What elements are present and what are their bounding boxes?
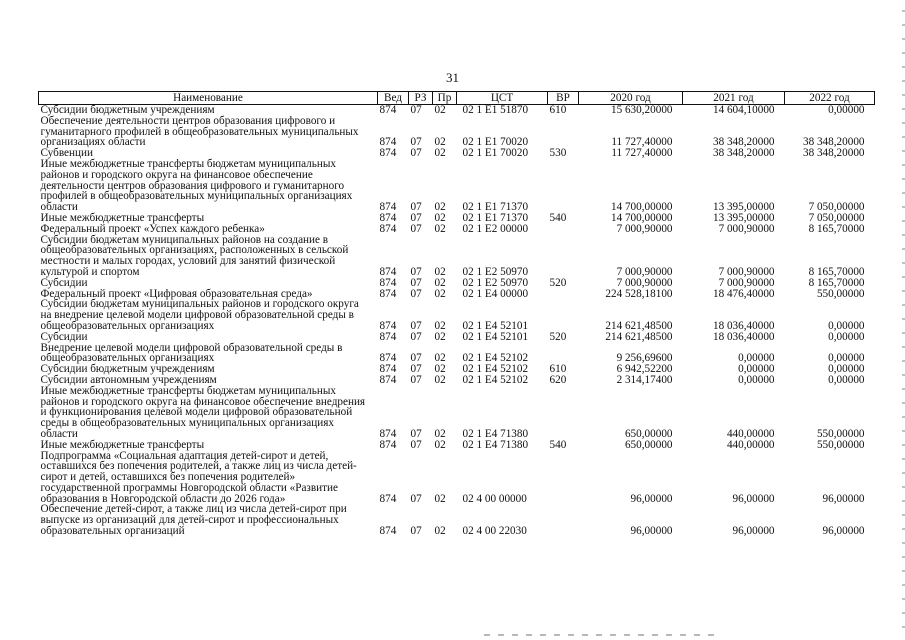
cell-ved: 874: [379, 276, 397, 289]
cell-2022: 0,00000: [828, 319, 865, 332]
cell-vr: 540: [549, 438, 567, 451]
cell-rz: 07: [410, 373, 422, 386]
table-row: [39, 224, 875, 235]
cell-rz: 07: [410, 363, 422, 376]
cell-rz: 07: [410, 265, 422, 278]
cell-2020: 7 000,90000: [616, 265, 673, 278]
cell-pr: 02: [434, 319, 446, 332]
cell-name: Иные межбюджетные трансферты бюджетам муниципальных районов и городского округа на финансовое обеспечение внедрения и функционирования целевой модели цифровой образовательной среды в общеобразовательных муниципальных организациях области: [40, 384, 366, 440]
cell-2021: 38 348,20000: [712, 147, 775, 160]
cell-2022: 550,00000: [816, 287, 865, 300]
cell-2022: 8 165,70000: [808, 265, 865, 278]
cell-name: Иные межбюджетные трансферты бюджетам муниципальных районов и городского округа на финансовое обеспечение деятельности центров образования цифрового и гуманитарного профилей в общеобразовательных муниципальных организациях области: [40, 157, 353, 214]
cell-name: Субсидии бюджетам муниципальных районов и городского округа на внедрение целевой модели цифровой образовательной среды в общеобразовательных организациях: [40, 298, 359, 332]
cell-rz: 07: [410, 319, 422, 332]
table-row: [39, 278, 875, 289]
cell-pr: 02: [434, 211, 446, 224]
cell-ved: 874: [379, 222, 397, 235]
cell-cst: 02 1 E1 71370: [462, 201, 529, 214]
table-row: [39, 343, 875, 365]
page-number: 31: [446, 70, 459, 85]
header-vr: ВР: [548, 92, 579, 105]
cell-2021: 18 036,40000: [712, 330, 775, 343]
table-row: [39, 159, 875, 213]
cell-cst: 02 1 E2 50970: [462, 265, 529, 278]
cell-pr: 02: [434, 352, 446, 365]
cell-vr: [548, 451, 579, 505]
header-pr: Пр: [433, 92, 457, 105]
cell-vr: 520: [549, 330, 567, 343]
cell-cst: 02 1 E1 71370: [462, 211, 529, 224]
cell-vr: [548, 386, 579, 440]
cell-2021: 18 476,40000: [712, 287, 775, 300]
cell-pr: 02: [434, 373, 446, 386]
cell-name: Подпрограмма «Социальная адаптация детей-сирот и детей, оставшихся без попечения родителей, а также лиц из числа детей-сирот и детей, оставшихся без попечения родителей» государственной программы Новгородской области «Развитие образования в Новгородской области до 2026 года»: [40, 449, 357, 505]
cell-name: Субсидии бюджетам муниципальных районов на создание в общеобразовательных организациях, расположенных в сельской местности и малых городах, условий для занятий физической культурой и спортом: [40, 233, 349, 278]
scan-bottom-mark: [484, 634, 714, 636]
cell-pr: 02: [434, 363, 446, 376]
cell-vr: [548, 504, 579, 536]
cell-2020: 15 630,20000: [610, 104, 673, 116]
cell-ved: 874: [379, 373, 397, 386]
cell-2020: 11 727,40000: [611, 136, 673, 149]
table-row: [39, 332, 875, 343]
cell-2020: 14 700,00000: [610, 201, 673, 214]
cell-vr: [548, 299, 579, 331]
cell-pr: 02: [434, 147, 446, 160]
budget-table: [38, 91, 875, 537]
cell-2020: 224 528,18100: [605, 287, 673, 300]
cell-2020: 7 000,90000: [616, 276, 673, 289]
cell-rz: 07: [410, 525, 422, 538]
cell-vr: 610: [549, 363, 567, 376]
cell-cst: 02 4 00 22030: [462, 525, 527, 538]
cell-2021: 18 036,40000: [712, 319, 775, 332]
cell-2021: 13 395,00000: [712, 211, 775, 224]
cell-2020: 96,00000: [630, 492, 673, 505]
cell-vr: 530: [549, 147, 567, 160]
table-row: [39, 116, 875, 148]
cell-cst: 02 1 E1 70020: [462, 147, 529, 160]
cell-2020: 14 700,00000: [610, 211, 673, 224]
cell-2020: 650,00000: [624, 427, 673, 440]
cell-2022: 7 050,00000: [808, 211, 865, 224]
cell-pr: 02: [434, 438, 446, 451]
cell-2020: 650,00000: [624, 438, 673, 451]
cell-2021: 38 348,20000: [712, 136, 775, 149]
table-row: [39, 386, 875, 440]
cell-cst: 02 1 E4 52102: [462, 373, 529, 386]
cell-2022: 8 165,70000: [808, 222, 865, 235]
cell-vr: [548, 116, 579, 148]
header-2022: 2022 год: [785, 92, 875, 105]
cell-ved: 874: [379, 147, 397, 160]
cell-pr: 02: [434, 276, 446, 289]
cell-vr: 540: [549, 211, 567, 224]
header-2020: 2020 год: [579, 92, 683, 105]
cell-pr: 02: [434, 330, 446, 343]
cell-2020: 7 000,90000: [616, 222, 673, 235]
cell-pr: 02: [434, 492, 446, 505]
header-rz: РЗ: [409, 92, 433, 105]
cell-ved: 874: [379, 438, 397, 451]
cell-cst: 02 1 E4 71380: [462, 427, 529, 440]
cell-2021: 440,00000: [726, 427, 775, 440]
cell-2022: 550,00000: [816, 438, 865, 451]
table-row: [39, 440, 875, 451]
cell-2020: 96,00000: [630, 525, 673, 538]
cell-name: Обеспечение детей-сирот, а также лиц из числа детей-сирот при выпуске из организаций для детей-сирот и профессиональных образовательных организаций: [40, 503, 347, 538]
cell-rz: 07: [410, 211, 422, 224]
cell-ved: 874: [379, 201, 397, 214]
cell-cst: 02 1 E2 50970: [462, 276, 529, 289]
cell-cst: 02 1 E4 00000: [462, 287, 529, 300]
cell-pr: 02: [434, 427, 446, 440]
cell-2020: 214 621,48500: [605, 319, 673, 332]
header-cst: ЦСТ: [457, 92, 548, 105]
cell-pr: 02: [434, 287, 446, 300]
cell-ved: 874: [379, 104, 397, 116]
cell-ved: 874: [379, 136, 397, 149]
cell-2022: 0,00000: [828, 363, 865, 376]
cell-name: Субвенции: [40, 147, 93, 160]
table-body: [39, 105, 875, 537]
cell-2021: 440,00000: [726, 438, 775, 451]
cell-rz: 07: [410, 136, 422, 149]
cell-ved: 874: [379, 319, 397, 332]
cell-cst: 02 1 E1 70020: [462, 136, 529, 149]
table-row: [39, 299, 875, 331]
cell-name: Субсидии: [40, 330, 88, 343]
cell-2021: 0,00000: [738, 352, 775, 365]
cell-rz: 07: [410, 201, 422, 214]
cell-2022: 0,00000: [828, 373, 865, 386]
cell-name: Субсидии бюджетным учреждениям: [40, 104, 215, 116]
cell-ved: 874: [379, 211, 397, 224]
cell-vr: [548, 289, 579, 300]
cell-pr: 02: [434, 525, 446, 538]
cell-name: Субсидии: [40, 276, 88, 289]
cell-2021: 7 000,90000: [718, 265, 775, 278]
cell-ved: 874: [379, 330, 397, 343]
cell-2021: 96,00000: [732, 492, 775, 505]
cell-name: Федеральный проект «Успех каждого ребенка»: [40, 222, 265, 235]
cell-vr: [548, 343, 579, 365]
header-2021: 2021 год: [683, 92, 785, 105]
cell-2022: 96,00000: [822, 492, 865, 505]
cell-ved: 874: [379, 427, 397, 440]
cell-2022: 8 165,70000: [808, 276, 865, 289]
cell-ved: 874: [379, 492, 397, 505]
cell-cst: 02 1 E4 52101: [462, 319, 529, 332]
cell-vr: 620: [549, 373, 567, 386]
cell-ved: 874: [379, 287, 397, 300]
cell-2022: 38 348,20000: [802, 147, 865, 160]
cell-2021: 7 000,90000: [718, 276, 775, 289]
cell-2022: 550,00000: [816, 427, 865, 440]
cell-2020: 6 942,52200: [616, 363, 673, 376]
cell-rz: 07: [410, 352, 422, 365]
cell-2022: 96,00000: [822, 525, 865, 538]
cell-cst: 02 1 E4 52101: [462, 330, 529, 343]
cell-2020: 9 256,69600: [616, 352, 673, 365]
cell-cst: 02 1 E2 00000: [462, 222, 529, 235]
cell-rz: 07: [410, 287, 422, 300]
cell-2022: 0,00000: [828, 330, 865, 343]
cell-rz: 07: [410, 438, 422, 451]
cell-pr: 02: [434, 136, 446, 149]
cell-2021: 0,00000: [738, 363, 775, 376]
cell-vr: [548, 159, 579, 213]
cell-rz: 07: [410, 427, 422, 440]
cell-rz: 07: [410, 492, 422, 505]
cell-2021: 13 395,00000: [712, 201, 775, 214]
cell-name: Иные межбюджетные трансферты: [40, 211, 205, 224]
cell-rz: 07: [410, 147, 422, 160]
cell-cst: 02 4 00 00000: [462, 492, 527, 505]
cell-ved: 874: [379, 352, 397, 365]
cell-cst: 02 1 E4 52102: [462, 363, 529, 376]
cell-2021: 0,00000: [738, 373, 775, 386]
header-ved: Вед: [378, 92, 409, 105]
cell-vr: [548, 224, 579, 235]
cell-2022: 0,00000: [828, 352, 865, 365]
table-row: [39, 235, 875, 278]
cell-vr: [548, 235, 579, 278]
cell-pr: 02: [434, 201, 446, 214]
cell-2022: 7 050,00000: [808, 201, 865, 214]
cell-name: Субсидии бюджетным учреждениям: [40, 363, 215, 376]
cell-cst: 02 1 E4 52102: [462, 352, 529, 365]
cell-2021: 14 604,10000: [712, 104, 775, 116]
table-row: [39, 504, 875, 536]
cell-vr: 520: [549, 276, 567, 289]
cell-cst: 02 1 E1 51870: [462, 104, 529, 116]
cell-2020: 214 621,48500: [605, 330, 673, 343]
cell-2022: 38 348,20000: [802, 136, 865, 149]
cell-2021: 7 000,90000: [718, 222, 775, 235]
table-header-row: [39, 92, 875, 105]
cell-pr: 02: [434, 104, 446, 116]
cell-ved: 874: [379, 525, 397, 538]
cell-name: Внедрение целевой модели цифровой образовательной среды в общеобразовательных организациях: [40, 341, 343, 365]
cell-pr: 02: [434, 222, 446, 235]
cell-vr: 610: [549, 104, 567, 116]
cell-rz: 07: [410, 104, 422, 116]
cell-name: Обеспечение деятельности центров образования цифрового и гуманитарного профилей в общеобразовательных муниципальных организациях области: [40, 114, 359, 149]
cell-2020: 2 314,17400: [616, 373, 673, 386]
cell-rz: 07: [410, 276, 422, 289]
cell-name: Иные межбюджетные трансферты: [40, 438, 205, 451]
cell-2022: 0,00000: [828, 104, 865, 116]
cell-rz: 07: [410, 330, 422, 343]
header-name: Наименование: [39, 92, 378, 105]
cell-name: Субсидии автономным учреждениям: [40, 373, 217, 386]
cell-ved: 874: [379, 265, 397, 278]
cell-name: Федеральный проект «Цифровая образовательная среда»: [40, 287, 313, 300]
table-row: [39, 451, 875, 505]
cell-2021: 96,00000: [732, 525, 775, 538]
cell-pr: 02: [434, 265, 446, 278]
cell-cst: 02 1 E4 71380: [462, 438, 529, 451]
cell-rz: 07: [410, 222, 422, 235]
cell-ved: 874: [379, 363, 397, 376]
cell-2020: 11 727,40000: [611, 147, 673, 160]
